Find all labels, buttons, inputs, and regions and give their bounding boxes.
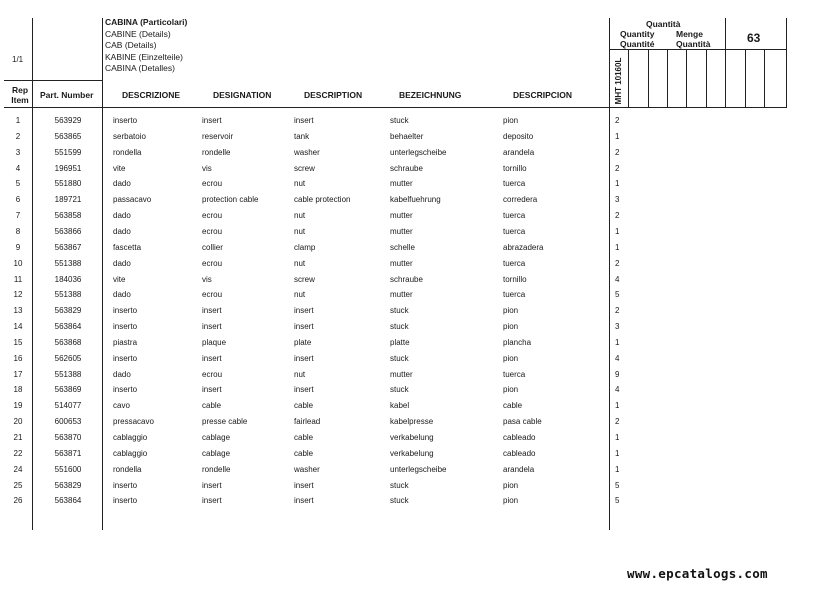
desc-es: arandela bbox=[503, 464, 535, 474]
desc-de: stuck bbox=[390, 116, 409, 125]
quantity-value: 4 bbox=[615, 385, 620, 395]
part-number: 563871 bbox=[54, 448, 82, 458]
quantity-title: Quantità bbox=[646, 19, 681, 29]
desc-es: pion bbox=[503, 480, 519, 490]
desc-en: nut bbox=[294, 369, 306, 379]
desc-es: tuerca bbox=[503, 369, 526, 379]
desc-es: tuerca bbox=[503, 258, 526, 268]
desc-en: insert bbox=[294, 353, 314, 363]
part-number: 563870 bbox=[54, 433, 82, 442]
quantity-value: 1 bbox=[615, 448, 620, 458]
desc-es: pasa cable bbox=[503, 417, 542, 427]
quantity-value: 2 bbox=[615, 163, 620, 173]
desc-fr: rondelle bbox=[202, 147, 231, 157]
part-number: 563864 bbox=[54, 496, 82, 506]
desc-it: rondella bbox=[113, 464, 142, 474]
model-code: MHT 10160L bbox=[614, 57, 623, 105]
desc-de: mutter bbox=[390, 179, 413, 189]
desc-en: plate bbox=[294, 337, 312, 347]
desc-it: inserto bbox=[113, 306, 138, 316]
quantity-value: 4 bbox=[615, 274, 620, 284]
rep-number: 25 bbox=[13, 480, 23, 490]
desc-fr: ecrou bbox=[202, 258, 223, 268]
desc-de: mutter bbox=[390, 258, 413, 268]
desc-it: fascetta bbox=[113, 242, 142, 252]
desc-en: washer bbox=[294, 464, 320, 474]
desc-fr: cable bbox=[202, 401, 222, 411]
desc-en: cable bbox=[294, 448, 314, 458]
desc-en: insert bbox=[294, 385, 314, 395]
desc-en: insert bbox=[294, 306, 314, 316]
quantity-fr: Quantité bbox=[620, 39, 655, 49]
page-fraction: 1/1 bbox=[12, 55, 24, 64]
desc-fr: ecrou bbox=[202, 226, 223, 236]
rep-number: 2 bbox=[15, 131, 21, 141]
desc-en: screw bbox=[294, 163, 315, 173]
rep-number: 12 bbox=[13, 290, 23, 300]
qty-subcol bbox=[764, 50, 765, 108]
desc-en: nut bbox=[294, 226, 306, 236]
part-number: 514077 bbox=[54, 401, 82, 411]
desc-fr: vis bbox=[202, 163, 212, 173]
desc-fr: insert bbox=[202, 322, 222, 332]
desc-es: cableado bbox=[503, 433, 536, 442]
quantity-value: 2 bbox=[615, 306, 620, 316]
desc-es: deposito bbox=[503, 131, 534, 141]
desc-es: plancha bbox=[503, 337, 532, 347]
desc-es: tuerca bbox=[503, 211, 526, 221]
part-number: 563829 bbox=[54, 306, 82, 316]
desc-de: stuck bbox=[390, 385, 409, 395]
desc-de: behaelter bbox=[390, 131, 424, 141]
desc-es: cable bbox=[503, 401, 523, 411]
desc-es: corredera bbox=[503, 195, 538, 205]
desc-es: pion bbox=[503, 116, 519, 125]
rep-number: 11 bbox=[13, 274, 23, 284]
desc-it: serbatoio bbox=[113, 131, 146, 141]
part-number: 196951 bbox=[54, 163, 82, 173]
title-line-es: CABINA (Detalles) bbox=[105, 63, 175, 74]
rep-number: 5 bbox=[15, 179, 21, 189]
desc-it: dado bbox=[113, 258, 131, 268]
rep-number: 14 bbox=[13, 322, 23, 332]
quantity-value: 1 bbox=[615, 464, 620, 474]
desc-it: vite bbox=[113, 274, 126, 284]
desc-de: mutter bbox=[390, 290, 413, 300]
desc-fr: insert bbox=[202, 480, 222, 490]
col-divider-qty-start bbox=[609, 18, 610, 530]
qty-subcol bbox=[667, 50, 668, 108]
desc-it: vite bbox=[113, 163, 126, 173]
quantity-value: 2 bbox=[615, 147, 620, 157]
quantity-value: 1 bbox=[615, 337, 620, 347]
desc-fr: cablage bbox=[202, 448, 231, 458]
title-line-de: KABINE (Einzelteile) bbox=[105, 51, 183, 62]
quantity-value: 4 bbox=[615, 353, 620, 363]
desc-es: tuerca bbox=[503, 179, 526, 189]
desc-de: kabelfuehrung bbox=[390, 195, 441, 205]
watermark-url: www.epcatalogs.com bbox=[627, 566, 768, 581]
part-number: 563865 bbox=[54, 131, 82, 141]
page-number: 63 bbox=[747, 31, 761, 45]
desc-fr: rondelle bbox=[202, 464, 231, 474]
desc-es: pion bbox=[503, 322, 519, 332]
desc-fr: insert bbox=[202, 496, 222, 506]
desc-it: piastra bbox=[113, 337, 138, 347]
desc-es: tornillo bbox=[503, 163, 527, 173]
desc-en: screw bbox=[294, 274, 315, 284]
desc-it: rondella bbox=[113, 147, 142, 157]
desc-en: nut bbox=[294, 211, 306, 221]
desc-de: stuck bbox=[390, 322, 409, 332]
desc-de: stuck bbox=[390, 306, 409, 316]
description-header: DESCRIPTION bbox=[304, 90, 363, 100]
rep-number: 18 bbox=[13, 385, 23, 395]
title-line-en: CAB (Details) bbox=[105, 40, 157, 51]
desc-en: nut bbox=[294, 290, 306, 300]
desc-it: inserto bbox=[113, 116, 138, 125]
part-number: 563869 bbox=[54, 385, 82, 395]
quantity-value: 5 bbox=[615, 496, 620, 506]
quantity-value: 5 bbox=[615, 290, 620, 300]
desc-fr: ecrou bbox=[202, 290, 223, 300]
rep-number: 24 bbox=[13, 464, 23, 474]
desc-it: dado bbox=[113, 290, 131, 300]
rep-number: 20 bbox=[13, 417, 23, 427]
desc-it: dado bbox=[113, 211, 131, 221]
desc-en: clamp bbox=[294, 242, 316, 252]
desc-fr: plaque bbox=[202, 337, 227, 347]
desc-fr: reservoir bbox=[202, 131, 234, 141]
desc-es: tuerca bbox=[503, 226, 526, 236]
desc-de: mutter bbox=[390, 369, 413, 379]
desc-fr: ecrou bbox=[202, 211, 223, 221]
desc-fr: ecrou bbox=[202, 179, 223, 189]
col-divider-part bbox=[102, 18, 103, 530]
header-top-line bbox=[609, 49, 787, 50]
rep-label: Rep bbox=[11, 85, 29, 95]
rep-number: 19 bbox=[13, 401, 23, 411]
rep-number: 6 bbox=[15, 195, 21, 205]
desc-fr: insert bbox=[202, 385, 222, 395]
desc-de: mutter bbox=[390, 211, 413, 221]
desc-it: dado bbox=[113, 226, 131, 236]
desc-en: tank bbox=[294, 131, 310, 141]
desc-en: insert bbox=[294, 496, 314, 506]
desc-de: platte bbox=[390, 337, 410, 347]
rep-number: 17 bbox=[13, 369, 23, 379]
rep-number: 26 bbox=[13, 496, 23, 506]
desc-es: pion bbox=[503, 306, 519, 316]
quantity-value: 3 bbox=[615, 322, 620, 332]
quantity-value: 1 bbox=[615, 179, 620, 189]
rep-item-header bbox=[6, 85, 34, 105]
part-number: 563858 bbox=[54, 211, 82, 221]
rep-number: 13 bbox=[13, 306, 23, 316]
desc-de: mutter bbox=[390, 226, 413, 236]
quantity-en: Quantity bbox=[620, 29, 655, 39]
part-number-header: Part. Number bbox=[40, 90, 94, 100]
desc-en: nut bbox=[294, 258, 306, 268]
desc-it: passacavo bbox=[113, 195, 152, 205]
desc-it: cablaggio bbox=[113, 433, 148, 442]
desc-it: inserto bbox=[113, 496, 138, 506]
qty-subcol bbox=[628, 50, 629, 108]
rep-number: 16 bbox=[13, 353, 23, 363]
part-number: 551599 bbox=[54, 147, 82, 157]
part-number: 563867 bbox=[54, 242, 82, 252]
desc-es: tornillo bbox=[503, 274, 527, 284]
desc-fr: collier bbox=[202, 242, 223, 252]
desc-en: washer bbox=[294, 147, 320, 157]
quantity-value: 1 bbox=[615, 131, 620, 141]
right-border bbox=[786, 18, 787, 108]
desc-en: nut bbox=[294, 179, 306, 189]
bezeichnung-header: BEZEICHNUNG bbox=[399, 90, 462, 100]
desc-es: arandela bbox=[503, 147, 535, 157]
desc-es: pion bbox=[503, 385, 519, 395]
quantity-value: 1 bbox=[615, 242, 620, 252]
part-number: 563864 bbox=[54, 322, 82, 332]
quantity-value: 2 bbox=[615, 116, 620, 125]
desc-en: insert bbox=[294, 116, 314, 125]
descrizione-header: DESCRIZIONE bbox=[122, 90, 181, 100]
qty-subcol bbox=[648, 50, 649, 108]
desc-fr: vis bbox=[202, 274, 212, 284]
part-number: 562605 bbox=[54, 353, 82, 363]
rep-number: 4 bbox=[15, 163, 21, 173]
quantity-value: 1 bbox=[615, 226, 620, 236]
desc-de: unterlegscheibe bbox=[390, 464, 447, 474]
part-number: 563829 bbox=[54, 480, 82, 490]
rep-number: 7 bbox=[15, 211, 21, 221]
qty-subcol bbox=[706, 50, 707, 108]
desc-it: inserto bbox=[113, 322, 138, 332]
desc-en: cable bbox=[294, 433, 314, 442]
rep-number: 1 bbox=[15, 116, 21, 125]
item-label: Item bbox=[11, 95, 29, 105]
header-line-left bbox=[4, 80, 103, 81]
rep-number: 3 bbox=[15, 147, 21, 157]
desc-de: kabelpresse bbox=[390, 417, 434, 427]
desc-en: cable protection bbox=[294, 195, 351, 205]
desc-de: verkabelung bbox=[390, 433, 434, 442]
desc-en: insert bbox=[294, 322, 314, 332]
desc-de: schelle bbox=[390, 242, 415, 252]
desc-it: cavo bbox=[113, 401, 130, 411]
quantity-value: 1 bbox=[615, 433, 620, 442]
designation-header: DESIGNATION bbox=[213, 90, 272, 100]
quantity-value: 9 bbox=[615, 369, 620, 379]
part-number: 563868 bbox=[54, 337, 82, 347]
desc-es: tuerca bbox=[503, 290, 526, 300]
part-number: 600653 bbox=[54, 417, 82, 427]
desc-it: inserto bbox=[113, 385, 138, 395]
part-number: 551388 bbox=[54, 369, 82, 379]
part-number: 551600 bbox=[54, 464, 82, 474]
desc-it: dado bbox=[113, 179, 131, 189]
desc-it: dado bbox=[113, 369, 131, 379]
desc-fr: cablage bbox=[202, 433, 231, 442]
part-number: 551388 bbox=[54, 290, 82, 300]
rep-number: 22 bbox=[13, 448, 23, 458]
section-title bbox=[105, 17, 187, 75]
qty-subcol bbox=[686, 50, 687, 108]
desc-de: kabel bbox=[390, 401, 410, 411]
desc-es: pion bbox=[503, 353, 519, 363]
part-number: 184036 bbox=[54, 274, 82, 284]
rep-number: 21 bbox=[13, 433, 23, 442]
quantity-value: 3 bbox=[615, 195, 620, 205]
rep-number: 9 bbox=[15, 242, 21, 252]
rep-number: 8 bbox=[15, 226, 21, 236]
desc-de: schraube bbox=[390, 163, 423, 173]
part-number: 551880 bbox=[54, 179, 82, 189]
desc-it: inserto bbox=[113, 353, 138, 363]
desc-fr: insert bbox=[202, 306, 222, 316]
part-number: 563929 bbox=[54, 116, 82, 125]
desc-de: unterlegscheibe bbox=[390, 147, 447, 157]
desc-fr: insert bbox=[202, 116, 222, 125]
quantity-value: 5 bbox=[615, 480, 620, 490]
qty-subcol bbox=[745, 50, 746, 108]
quantity-value: 1 bbox=[615, 401, 620, 411]
desc-de: stuck bbox=[390, 353, 409, 363]
desc-fr: protection cable bbox=[202, 195, 259, 205]
title-line-it: CABINA (Particolari) bbox=[105, 17, 188, 27]
part-number: 189721 bbox=[54, 195, 82, 205]
descripcion-header: DESCRIPCION bbox=[513, 90, 573, 100]
quantity-value: 2 bbox=[615, 211, 620, 221]
desc-en: fairlead bbox=[294, 417, 321, 427]
desc-fr: ecrou bbox=[202, 369, 223, 379]
rep-number: 15 bbox=[13, 337, 23, 347]
desc-es: pion bbox=[503, 496, 519, 506]
desc-de: verkabelung bbox=[390, 448, 434, 458]
part-number: 551388 bbox=[54, 258, 82, 268]
title-line-fr: CABINE (Details) bbox=[105, 28, 171, 39]
desc-it: inserto bbox=[113, 480, 138, 490]
part-number: 563866 bbox=[54, 226, 82, 236]
desc-fr: insert bbox=[202, 353, 222, 363]
desc-fr: presse cable bbox=[202, 417, 248, 427]
desc-es: abrazadera bbox=[503, 242, 544, 252]
desc-de: stuck bbox=[390, 480, 409, 490]
desc-de: schraube bbox=[390, 274, 423, 284]
header-bottom-line bbox=[4, 107, 787, 108]
desc-it: pressacavo bbox=[113, 417, 154, 427]
quantity-value: 2 bbox=[615, 258, 620, 268]
desc-de: stuck bbox=[390, 496, 409, 506]
desc-es: cableado bbox=[503, 448, 536, 458]
desc-en: insert bbox=[294, 480, 314, 490]
quantity-de: Menge bbox=[676, 29, 703, 39]
quantity-fr2: Quantità bbox=[676, 39, 711, 49]
desc-en: cable bbox=[294, 401, 314, 411]
page-number-divider bbox=[725, 18, 726, 108]
rep-number: 10 bbox=[13, 258, 23, 268]
desc-it: cablaggio bbox=[113, 448, 148, 458]
quantity-value: 2 bbox=[615, 417, 620, 427]
